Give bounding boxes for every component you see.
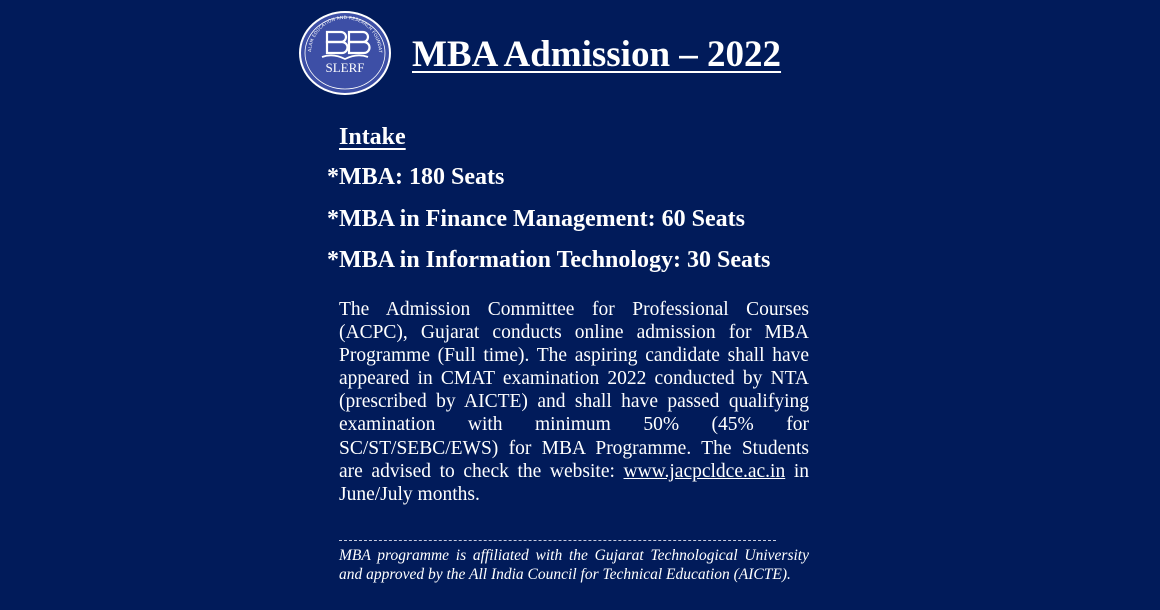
page-title: MBA Admission – 2022: [412, 34, 782, 75]
logo-arc-text: ALAM EDUCATION AND RESEARCH FOUNDAT: [307, 15, 383, 54]
website-link[interactable]: www.jacpcldce.ac.in: [623, 460, 786, 482]
admission-description: [339, 298, 809, 506]
intake-item-mba-finance: *MBA in Finance Management: 60 Seats: [327, 206, 745, 232]
intake-heading: Intake: [339, 124, 406, 150]
intake-item-mba: *MBA: 180 Seats: [327, 164, 505, 190]
description-text-end: in June/July months.: [339, 460, 810, 505]
affiliation-note: MBA programme is affiliated with the Gujarat Technological University and approved by the All India Council for Technical Education (AICTE).: [339, 547, 809, 583]
intake-item-mba-it: *MBA in Information Technology: 30 Seats: [327, 247, 771, 273]
divider: [339, 540, 776, 541]
logo-abbreviation: SLERF: [325, 60, 365, 75]
description-text: The Admission Committee for Professional Courses (ACPC), Gujarat conducts online admission for MBA Programme (Full time). The aspiring candidate shall have appeared in CMAT examination 2022 conducted by NTA (prescribed by AICTE) and shall have passed qualifying examination with minimum 50% (45% for SC/ST/SEBC/EWS) for MBA Programme. The Students are advised to check the website:: [339, 299, 809, 482]
slerf-logo: [298, 10, 392, 96]
